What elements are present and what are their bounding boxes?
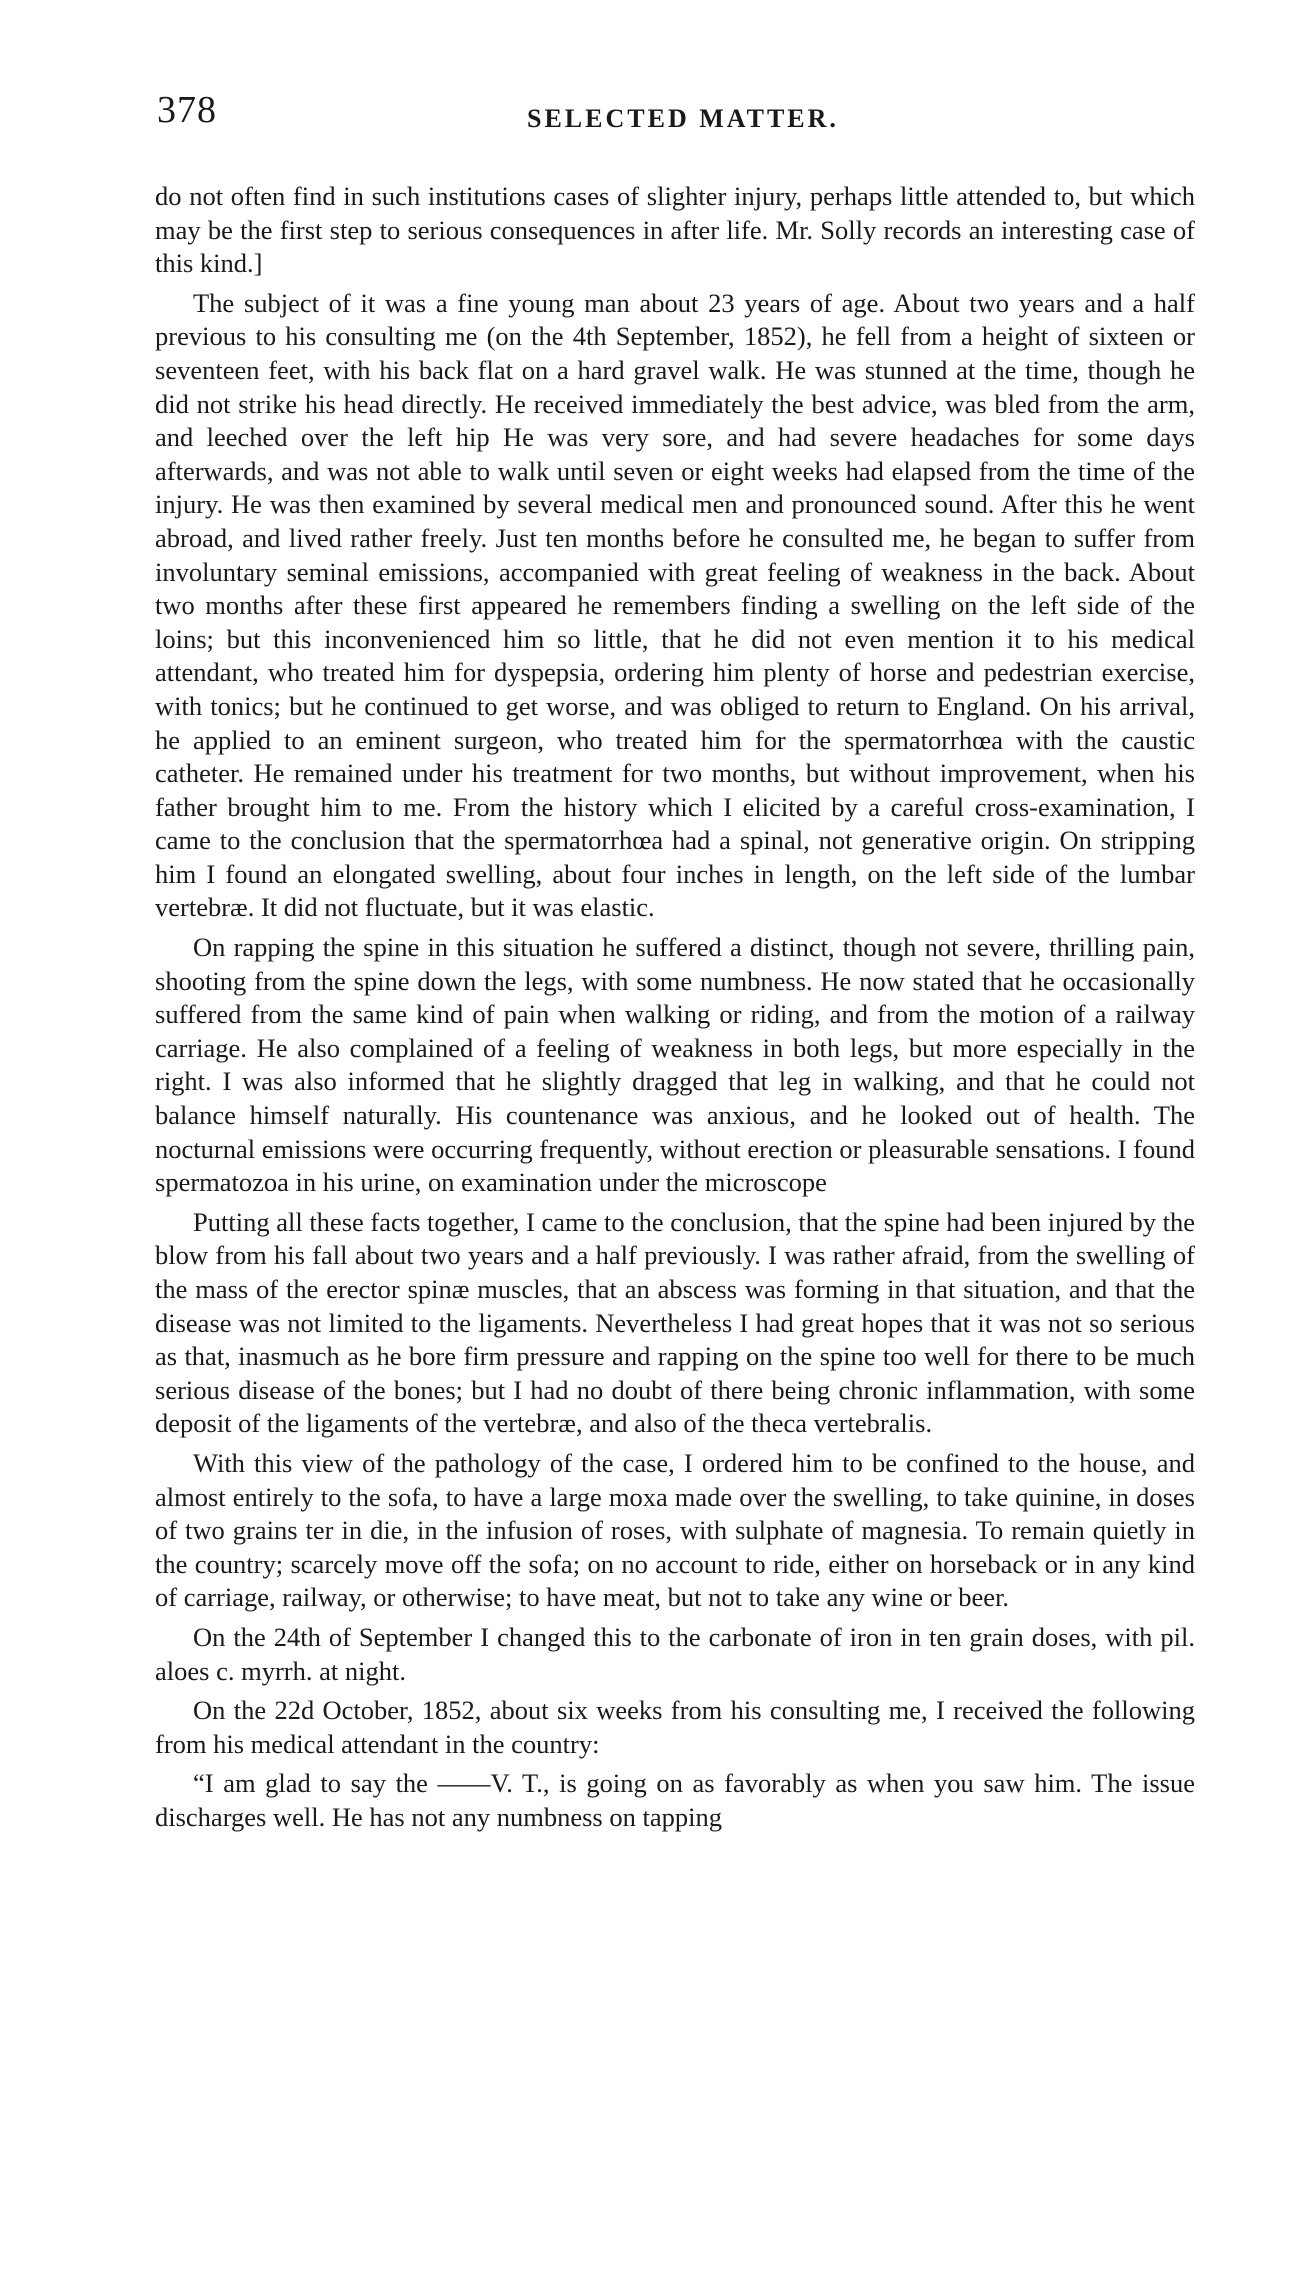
running-head: SELECTED MATTER.	[527, 104, 839, 133]
page-header	[157, 88, 1257, 148]
paragraph-case-history: The subject of it was a fine young man about 23 years of age. About two years and a half previous to his consulting me (on the 4th September, 1852), he fell from a height of sixteen or seventeen feet, with his back flat on a hard gravel walk. He was stunned at the time, though he did not strike his head directly. He received immediately the best advice, was bled from the arm, and leeched over the left hip He was very sore, and had severe headaches for some days afterwards, and was not able to walk until seven or eight weeks had elapsed from the time of the injury. He was then examined by several medical men and pronounced sound. After this he went abroad, and lived rather freely. Just ten months before he consulted me, he began to suffer from involuntary seminal emissions, accompanied with great feeling of weakness in the back. About two months after these first appeared he remembers finding a swelling on the left side of the loins; but this inconvenienced him so little, that he did not even mention it to his medical attendant, who treated him for dyspepsia, ordering him plenty of horse and pedestrian exercise, with tonics; but he continued to get worse, and was obliged to return to England. On his arrival, he applied to an eminent surgeon, who treated him for the spermatorrhœa with the caustic catheter. He remained under his treatment for two months, but without improvement, when his father brought him to me. From the history which I elicited by a careful cross-examination, I came to the conclusion that the spermatorrhœa had a spinal, not generative origin. On stripping him I found an elongated swelling, about four inches in length, on the left side of the lumbar vertebræ. It did not fluctuate, but it was elastic.	[155, 287, 1195, 923]
paragraph-letter-intro: On the 22d October, 1852, about six weeks from his consulting me, I received the following from his medical attendant in the country:	[155, 1695, 1195, 1759]
paragraph-continued: do not often find in such institutions cases of slighter injury, perhaps little attended to, but which may be the first step to serious consequences in after life. Mr. Solly records an interesting case of this kind.]	[155, 181, 1195, 279]
paragraph-symptoms: On rapping the spine in this situation he suffered a distinct, though not severe, thrilling pain, shooting from the spine down the legs, with some numbness. He now stated that he occasionally suffered from the same kind of pain when walking or riding, and from the motion of a railway carriage. He also complained of a feeling of weakness in both legs, but more especially in the right. I was also informed that he slightly dragged that leg in walking, and that he could not balance himself naturally. His countenance was anxious, and he looked out of health. The nocturnal emissions were occurring frequently, without erection or pleasurable sensations. I found spermatozoa in his urine, on examination under the microscope	[155, 932, 1195, 1198]
paragraph-change-of-treatment: On the 24th of September I changed this to the carbonate of iron in ten grain doses, with pil. aloes c. myrrh. at night.	[155, 1621, 1195, 1686]
paragraph-treatment: With this view of the pathology of the case, I ordered him to be confined to the house, and almost entirely to the sofa, to have a large moxa made over the swelling, to take quinine, in doses of two grains ter in die, in the infusion of roses, with sulphate of magnesia. To remain quietly in the country; scarcely move off the sofa; on no account to ride, either on horseback or in any kind of carriage, railway, or otherwise; to have meat, but not to take any wine or beer.	[155, 1447, 1195, 1613]
body-text	[155, 180, 1195, 1841]
paragraph-letter-quote: “I am glad to say the ——V. T., is going on as favorably as when you saw him. The issue discharges well. He has not any numbness on tapping	[155, 1768, 1195, 1832]
page-number: 378	[157, 89, 217, 131]
paragraph-diagnosis: Putting all these facts together, I came to the conclusion, that the spine had been injured by the blow from his fall about two years and a half previously. I was rather afraid, from the swelling of the mass of the erector spinæ muscles, that an abscess was forming in that situation, and that the disease was not limited to the ligaments. Nevertheless I had great hopes that it was not so serious as that, inasmuch as he bore firm pressure and rapping on the spine too well for there to be much serious disease of the bones; but I had no doubt of there being chronic inflammation, with some deposit of the ligaments of the vertebræ, and also of the theca vertebralis.	[155, 1206, 1195, 1439]
